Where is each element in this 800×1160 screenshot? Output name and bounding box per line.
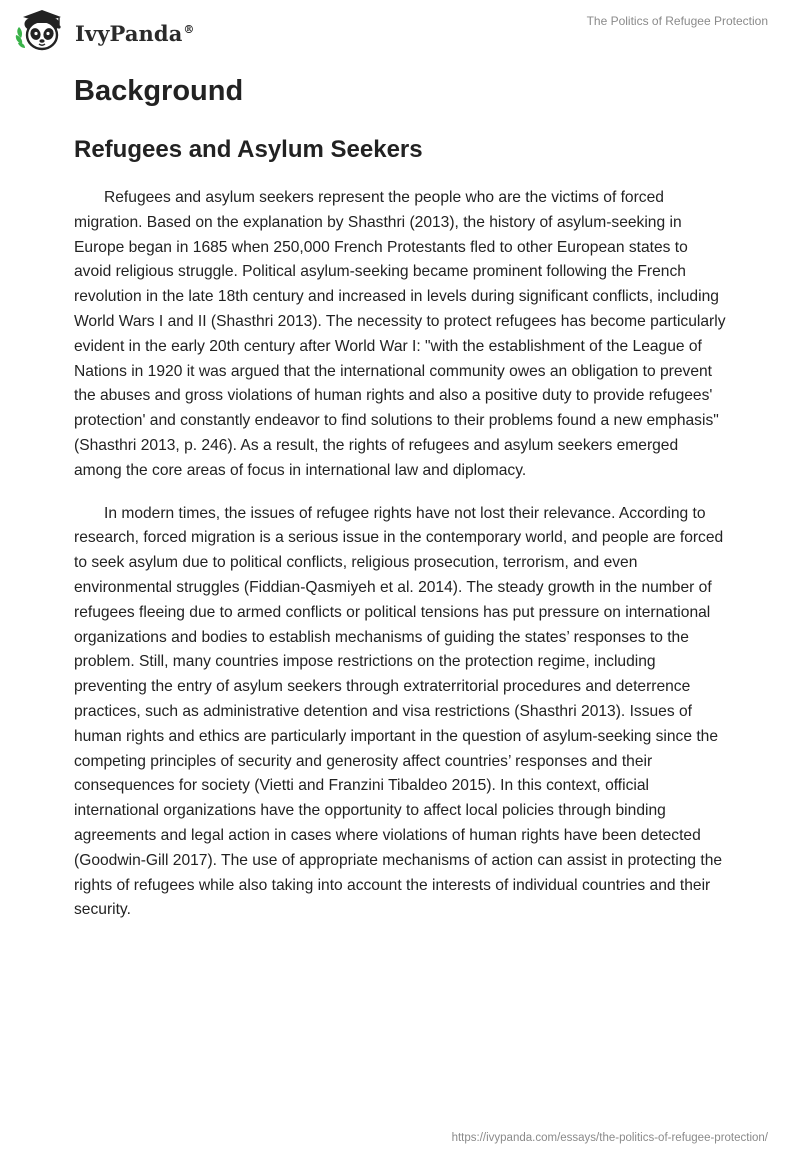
section-heading: Background bbox=[74, 75, 244, 107]
ivypanda-logo[interactable] bbox=[15, 8, 195, 54]
essay-body bbox=[74, 70, 728, 923]
page-header bbox=[0, 0, 800, 60]
brand-name: IvyPanda® bbox=[75, 20, 195, 46]
panda-graduate-logo-icon bbox=[15, 8, 69, 54]
subsection-heading: Refugees and Asylum Seekers bbox=[74, 136, 423, 163]
source-url[interactable]: https://ivypanda.com/essays/the-politics-of-refugee-protection/ bbox=[451, 1132, 768, 1144]
registered-mark: ® bbox=[183, 22, 195, 36]
paragraph: In modern times, the issues of refugee rights have not lost their relevance. According to research, forced migration is a serious issue in the contemporary world, and people are forced to seek asylum due to political conflicts, religious prosecution, terrorism, and even environmental struggles (Fiddian-Qasmiyeh et al. 2014). The steady growth in the number of refugees fleeing due to armed conflicts or political tensions has put pressure on international organizations and bodies to establish mechanisms of guiding the states’ responses to the problem. Still, many countries impose restrictions on the protection regime, including preventing the entry of asylum seekers through extraterritorial procedures and deterrence practices, such as administrative detention and visa restrictions (Shasthri 2013). Issues of human rights and ethics are particularly important in the question of asylum-seeking since the competing principles of security and generosity affect countries’ responses and their consequences for society (Vietti and Franzini Tibaldeo 2015). In this context, official international organizations have the opportunity to affect local policies through binding agreements and legal action in cases where violations of human rights have been detected (Goodwin-Gill 2017). The use of appropriate mechanisms of action can assist in protecting the rights of refugees while also taking into account the interests of individual countries and their security. bbox=[74, 504, 724, 919]
paragraph: Refugees and asylum seekers represent the people who are the victims of forced migration. Based on the explanation by Shasthri (2013), the history of asylum-seeking in Europe began in 1685 when 250,000 French Protestants fled to other European states to avoid religious struggle. Political asylum-seeking became prominent following the French revolution in the late 18th century and increased in levels during significant conflicts, including World Wars I and II (Shasthri 2013). The necessity to protect refugees has become particularly evident in the early 20th century after World War I: "with the establishment of the League of Nations in 1920 it was argued that the international community owes an obligation to prevent the abuses and gross violations of human rights and also a positive duty to provide refugees' protection' and constantly endeavor to find solutions to their problems found a new emphasis" (Shasthri 2013, p. 246). As a result, the rights of refugees and asylum seekers emerged among the core areas of focus in international law and diplomacy. bbox=[74, 189, 726, 479]
document-title: The Politics of Refugee Protection bbox=[586, 14, 768, 28]
